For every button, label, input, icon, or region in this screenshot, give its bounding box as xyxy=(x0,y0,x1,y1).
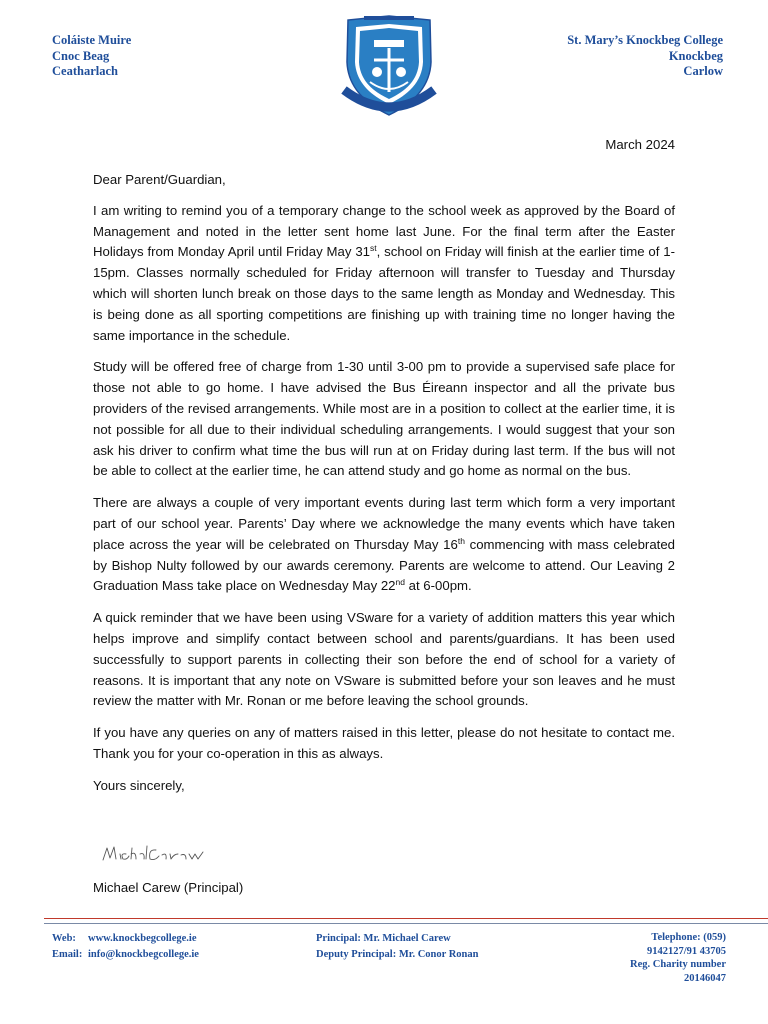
place-english: Knockbeg xyxy=(668,48,723,63)
paragraph-study: Study will be offered free of charge from 1-30 until 3-00 pm to provide a supervised safe place for those not able to go home. I have advised the Bus Éireann inspector and all the private bus providers of the revised arrangements. While most are in a position to collect at the earlier time, it is not possible for all due to their individual scheduling arrangements. I would suggest that your son ask his driver to confirm what time the bus will run at on Friday during last term. If the bus will not be able to collect at the earlier time, he can attend study and go home as normal on the bus. xyxy=(93,359,675,479)
footer-registration xyxy=(630,931,726,985)
letter-body xyxy=(93,170,675,808)
footer-contact xyxy=(52,931,199,963)
footer-email: Email: info@knockbegcollege.ie xyxy=(52,949,199,960)
email-link[interactable]: info@knockbegcollege.ie xyxy=(88,949,199,960)
footer-principal: Principal: Mr. Michael Carew xyxy=(316,933,451,944)
signer-name: Michael Carew (Principal) xyxy=(93,880,244,895)
charity-number: 20146047 xyxy=(684,972,726,984)
school-name-irish: Coláiste Muire xyxy=(52,33,132,47)
telephone-numbers: 9142127/91 43705 xyxy=(646,945,726,957)
charity-label: Reg. Charity number xyxy=(630,959,726,970)
handwritten-signature xyxy=(100,840,215,866)
footer-deputy: Deputy Principal: Mr. Conor Ronan xyxy=(316,949,479,960)
footer-divider-red xyxy=(44,918,768,919)
place-irish: Cnoc Beag xyxy=(52,48,110,63)
header-english-address xyxy=(567,33,723,80)
footer-web: Web: www.knockbegcollege.ie xyxy=(52,933,197,944)
header-irish-address xyxy=(52,33,131,80)
footer-divider-blue xyxy=(44,923,768,924)
telephone-label: Telephone: (059) xyxy=(651,932,726,943)
greeting: Dear Parent/Guardian, xyxy=(93,172,226,187)
letter-date: March 2024 xyxy=(605,137,675,152)
county-english: Carlow xyxy=(683,64,723,78)
school-crest-logo xyxy=(340,12,438,118)
paragraph-vsware: A quick reminder that we have been using VSware for a variety of addition matters this year which helps improve and simplify contact between school and parents/guardians. It has been used successfully to support parents in collecting their son before the end of school for a variety of reasons. It is important that any note on VSware is submitted before your son leaves and he must review the matter with Mr. Ronan or me before leaving the school grounds. xyxy=(93,610,675,709)
closing: Yours sincerely, xyxy=(93,777,185,793)
paragraph-events: There are always a couple of very important events during last term which form a very important part of our school year. Parents’ Day where we acknowledge the many events which have taken place across the year will be celebrated on Thursday May 16th commencing with mass celebrated by Bishop Nulty followed by our awards ceremony. Parents are welcome to attend. Our Leaving 2 Graduation Mass take place on Wednesday May 22nd at 6-00pm. xyxy=(93,495,675,594)
website-link[interactable]: www.knockbegcollege.ie xyxy=(88,933,197,944)
paragraph-queries: If you have any queries on any of matters raised in this letter, please do not hesitate to contact me. Thank you for your co-operation in this as always. xyxy=(93,725,675,761)
school-name-english: St. Mary’s Knockbeg College xyxy=(567,33,723,47)
county-irish: Ceatharlach xyxy=(52,64,118,78)
footer-staff xyxy=(316,931,478,963)
paragraph-term-change: I am writing to remind you of a temporary change to the school week as approved by the Board of Management and noted in the letter sent home last June. For the final term after the Easter Holidays from Monday April until Friday May 31st, school on Friday will finish at the earlier time of 1-15pm. Classes normally scheduled for Friday afternoon will transfer to Tuesday and Thursday which will shorten lunch break on those days to the same length as Monday and Wednesday. This is being done as all sporting competitions are finishing up with training time no longer having the same importance in the schedule. xyxy=(93,202,676,343)
